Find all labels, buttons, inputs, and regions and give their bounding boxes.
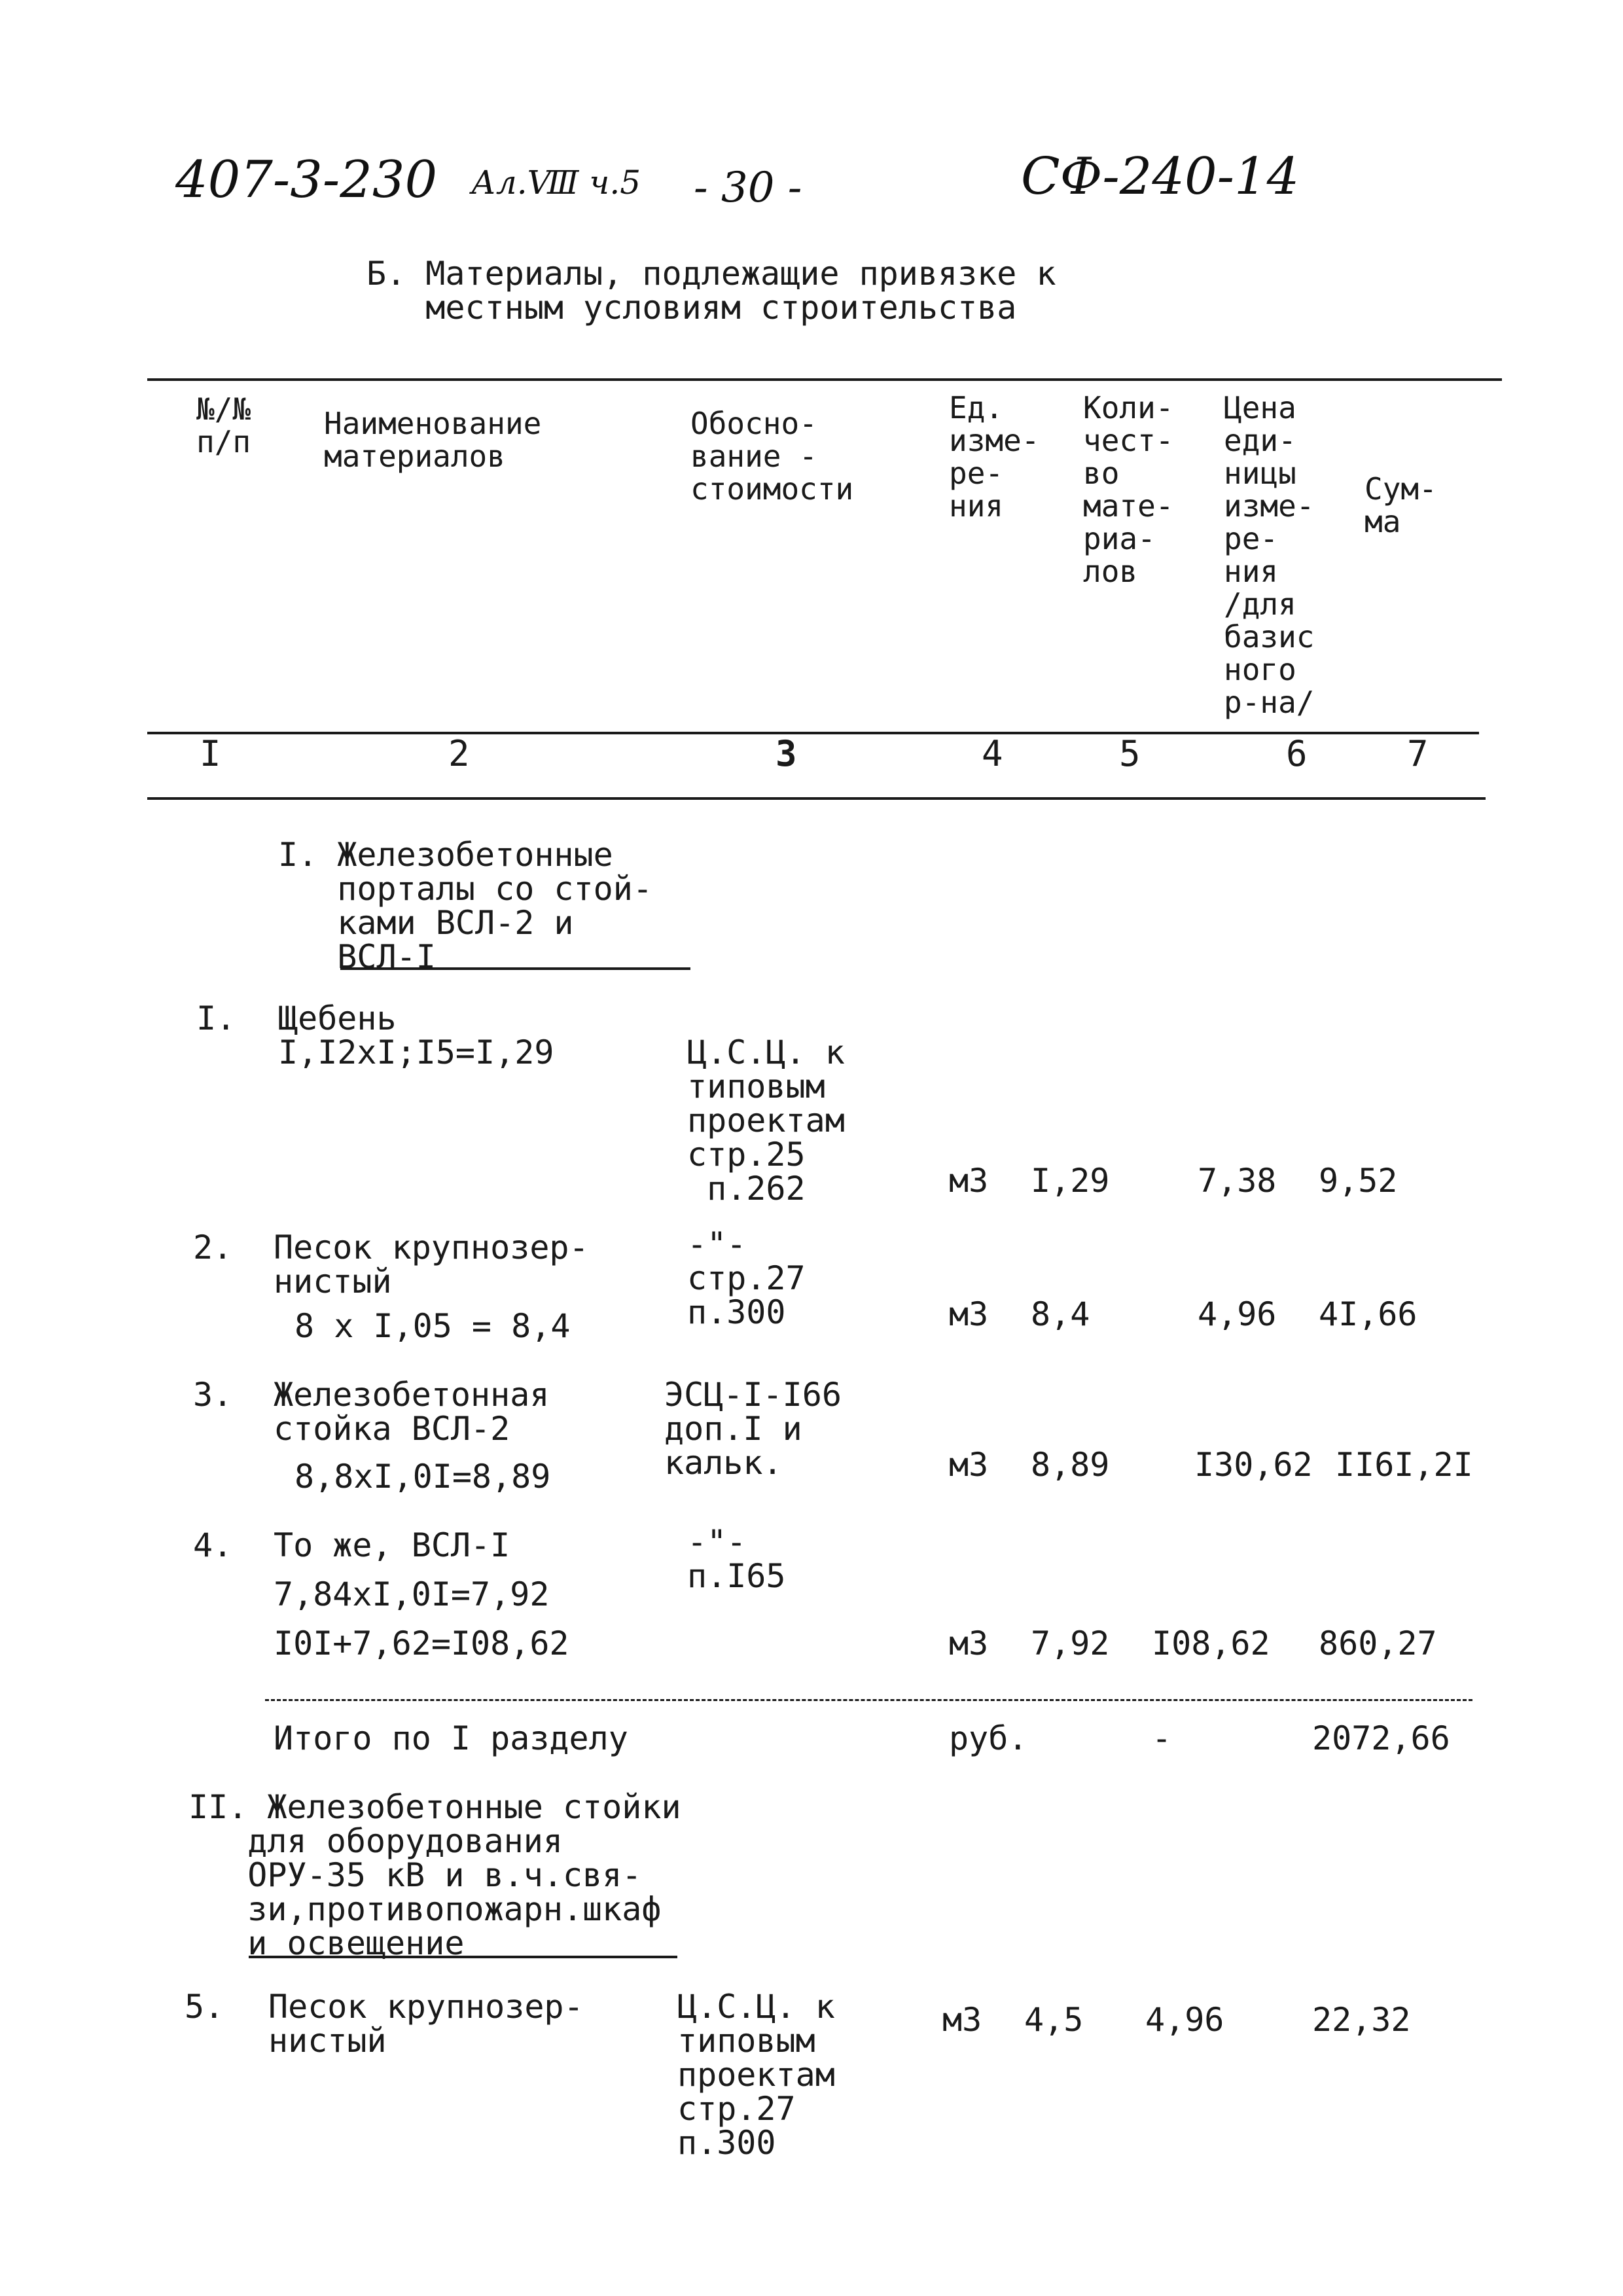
project-code: 407-3-230: [175, 151, 438, 209]
row-4-calc-2: I0I+7,62=I08,62: [274, 1624, 569, 1662]
row-1-num: I.: [196, 999, 236, 1037]
section-1-total-unit: руб.: [949, 1719, 1028, 1757]
col-number-5: 5: [1119, 733, 1141, 774]
row-5-sum: 22,32: [1312, 2001, 1411, 2039]
row-5-unit: м3: [942, 2001, 982, 2039]
col-header-7: Сум- ма: [1364, 471, 1437, 539]
page-number: - 30 -: [694, 164, 802, 212]
table-top-rule: [147, 378, 1502, 381]
col-header-4: Ед. изме- ре- ния: [949, 390, 1040, 524]
row-5-num: 5.: [185, 1988, 224, 2026]
row-1-sum: 9,52: [1319, 1162, 1398, 1200]
col-header-3: Обосно- вание - стоимости: [690, 406, 854, 507]
section-1-underline: [340, 967, 690, 970]
row-3-sum: II6I,2I: [1335, 1446, 1473, 1484]
row-1-basis: Ц.С.Ц. к типовым проектам стр.25 п.262: [687, 1033, 845, 1208]
row-4-qty: 7,92: [1031, 1624, 1110, 1662]
col-number-2: 2: [448, 733, 470, 774]
album-ref: Ал.Ⅷ ч.5: [471, 164, 641, 202]
row-1-unit: м3: [949, 1162, 989, 1200]
row-2-sum: 4I,66: [1319, 1295, 1418, 1333]
row-3-qty: 8,89: [1031, 1446, 1110, 1484]
col-number-6: 6: [1286, 733, 1308, 774]
section-2-title: II. Железобетонные стойки для оборудования ОРУ-35 кВ и в.ч.свя- зи,противопожарн.шкаф и освещение: [188, 1788, 681, 1962]
col-header-5: Коли- чест- во мате- риа- лов: [1083, 390, 1174, 589]
row-5-qty: 4,5: [1024, 2001, 1084, 2039]
row-2-unit: м3: [949, 1295, 989, 1333]
row-5-price: 4,96: [1145, 2001, 1224, 2039]
col-header-1: №/№ п/п: [196, 391, 251, 459]
section-1-total-label: Итого по I разделу: [274, 1719, 628, 1757]
section-1-total-qty: -: [1152, 1719, 1172, 1757]
row-4-sum: 860,27: [1319, 1624, 1437, 1662]
row-1-price: 7,38: [1198, 1162, 1277, 1200]
col-number-4: 4: [982, 733, 1003, 774]
row-1-name: Щебень I,I2xI;I5=I,29: [278, 999, 554, 1071]
row-2-name: Песок крупнозер- нистый: [274, 1229, 589, 1300]
col-number-3: 3: [776, 733, 797, 774]
section-2-underline: [249, 1956, 677, 1958]
section-1-title: I. Железобетонные порталы со стой- ками ВСЛ-2 и ВСЛ-I: [278, 836, 652, 976]
row-2-num: 2.: [193, 1229, 233, 1266]
row-3-basis: ЭСЦ-I-I66 доп.I и кальк.: [664, 1376, 842, 1482]
row-4-price: I08,62: [1152, 1624, 1270, 1662]
row-4-basis: -"- п.I65: [687, 1523, 786, 1595]
row-3-price: I30,62: [1194, 1446, 1313, 1484]
document-title: Б. Материалы, подлежащие привязке к местным условиям строительства: [366, 255, 1056, 327]
row-2-basis: -"- стр.27 п.300: [687, 1225, 806, 1331]
row-4-unit: м3: [949, 1624, 989, 1662]
row-4-calc: 7,84xI,0I=7,92: [274, 1575, 550, 1613]
col-number-1: I: [200, 733, 221, 774]
row-3-num: 3.: [193, 1376, 233, 1414]
numbers-rule: [147, 797, 1486, 800]
sheet-code: СФ-240-14: [1021, 147, 1300, 206]
row-4-num: 4.: [193, 1526, 233, 1564]
row-1-qty: I,29: [1031, 1162, 1110, 1200]
total-rule: [265, 1699, 1472, 1701]
row-3-unit: м3: [949, 1446, 989, 1484]
row-5-basis: Ц.С.Ц. к типовым проектам стр.27 п.300: [677, 1988, 835, 2162]
header-rule: [147, 732, 1479, 734]
col-header-2: Наименование материалов: [324, 406, 542, 474]
row-5-name: Песок крупнозер- нистый: [268, 1988, 584, 2060]
row-2-qty: 8,4: [1031, 1295, 1090, 1333]
col-number-7: 7: [1407, 733, 1429, 774]
row-3-calc: 8,8xI,0I=8,89: [294, 1458, 551, 1496]
row-3-name: Железобетонная стойка ВСЛ-2: [274, 1376, 550, 1448]
row-2-calc: 8 x I,05 = 8,4: [294, 1307, 571, 1345]
row-2-price: 4,96: [1198, 1295, 1277, 1333]
col-header-6: Цена еди- ницы изме- ре- ния /для базис ного р-на/: [1224, 390, 1315, 720]
section-1-total-sum: 2072,66: [1312, 1719, 1450, 1757]
row-4-name: То же, ВСЛ-I: [274, 1526, 510, 1564]
